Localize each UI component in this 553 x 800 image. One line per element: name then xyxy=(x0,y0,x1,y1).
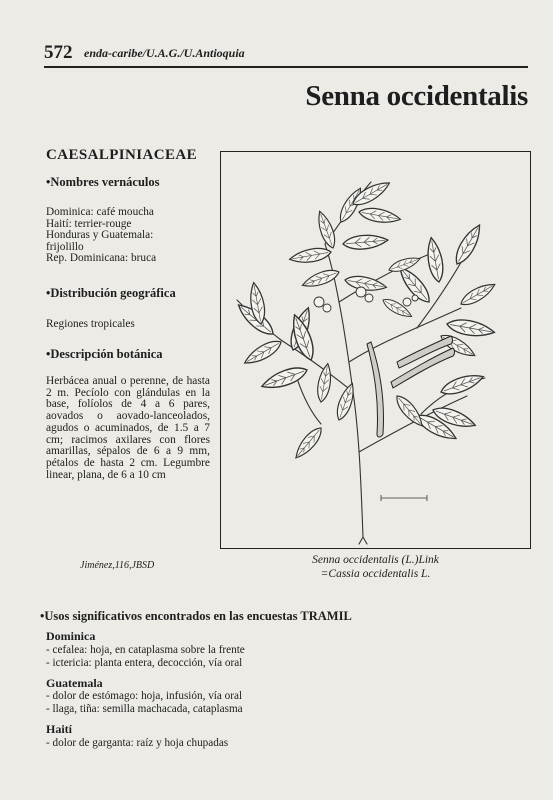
distribution-text: Regiones tropicales xyxy=(46,318,135,330)
uses-heading: •Usos significativos encontrados en las encuestas TRAMIL xyxy=(40,609,352,623)
vernacular-line: Rep. Dominicana: bruca xyxy=(46,252,157,264)
vernacular-list xyxy=(46,207,156,265)
scale-bar xyxy=(381,495,427,501)
header-rule xyxy=(44,66,528,68)
species-title: Senna occidentalis xyxy=(305,80,528,112)
plant-illustration xyxy=(221,152,529,547)
root xyxy=(359,537,367,544)
country-guatemala: Guatemala xyxy=(46,676,103,690)
running-head: enda-caribe/U.A.G./U.Antioquia xyxy=(84,46,245,60)
illustration-credit: Jiménez,116,JBSD xyxy=(80,560,155,571)
illustration-frame xyxy=(220,151,531,549)
family-name: CAESALPINIACEAE xyxy=(46,147,198,163)
vernacular-line: frijolillo xyxy=(46,240,84,253)
vernacular-line: Dominica: café moucha xyxy=(46,206,154,218)
country-dominica: Dominica xyxy=(46,629,96,643)
use-item: - llaga, tiña: semilla machacada, cataplasma xyxy=(46,703,243,715)
use-item: - ictericia: planta entera, decocción, vía oral xyxy=(46,657,243,669)
use-item: - dolor de garganta: raíz y hoja chupadas xyxy=(46,737,229,749)
vernacular-heading: •Nombres vernáculos xyxy=(46,175,160,189)
caption-line-2: =Cassia occidentalis L. xyxy=(320,568,431,580)
description-heading: •Descripción botánica xyxy=(46,347,163,361)
vernacular-line: Honduras y Guatemala: xyxy=(46,229,154,241)
leaflets xyxy=(234,178,498,462)
distribution-heading: •Distribución geográfica xyxy=(46,286,176,300)
use-item: - dolor de estómago: hoja, infusión, vía oral xyxy=(46,690,243,702)
caption-line-1: Senna occidentalis (L.)Link xyxy=(312,554,439,566)
vernacular-line: Haití: terrier-rouge xyxy=(46,217,132,230)
use-item: - cefalea: hoja, en cataplasma sobre la frente xyxy=(46,644,245,656)
description-text: Herbácea anual o perenne, de hasta 2 m. Pecíolo con glándulas en la base, folíolos de 4 a 6 pares, aovados o aovado-lanceolados, agudos o acuminados, de 1.5 a 7 cm; racimos axilares con flores amarillas, sépalos de 6 a 9 mm, pétalos de hasta 2 cm. Legumbre linear, plana, de 6 a 10 cm xyxy=(46,375,210,481)
page-number: 572 xyxy=(44,42,73,63)
country-haiti: Haití xyxy=(46,722,72,736)
